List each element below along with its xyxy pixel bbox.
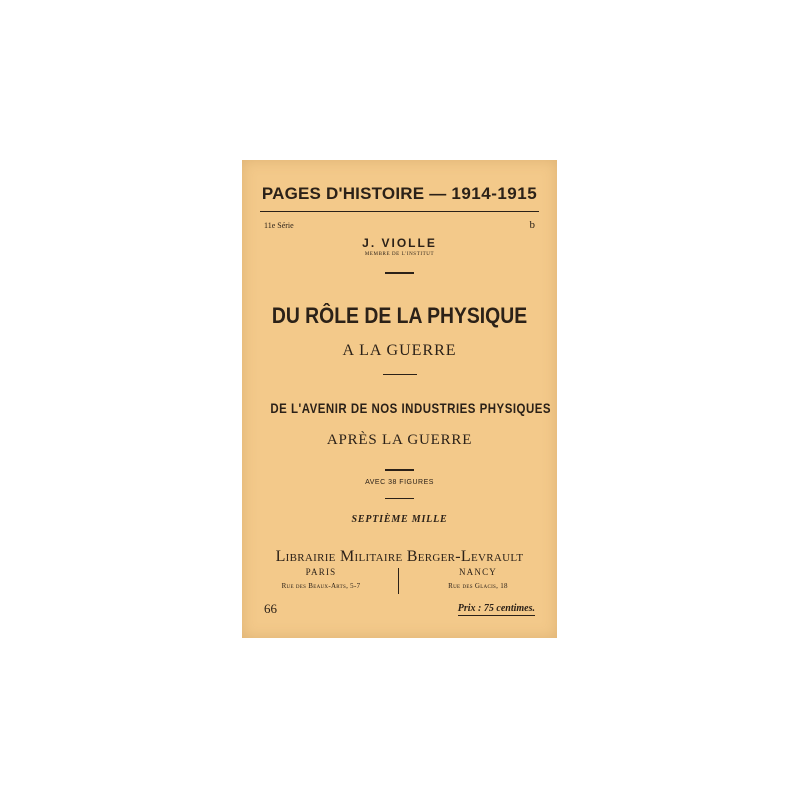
title-main: DU RÔLE DE LA PHYSIQUE bbox=[271, 303, 528, 328]
series-years: 1914-1915 bbox=[451, 184, 538, 203]
publisher-nancy bbox=[403, 567, 553, 590]
second-title-sub: APRÈS LA GUERRE bbox=[326, 432, 473, 448]
cover-header bbox=[242, 184, 557, 204]
city-paris: PARIS bbox=[305, 567, 337, 577]
street-paris: Rue des Beaux-Arts, 5-7 bbox=[281, 582, 361, 590]
header-dash: — bbox=[429, 184, 447, 203]
title-sub: A LA GUERRE bbox=[342, 342, 457, 359]
series-mark: b bbox=[529, 219, 535, 231]
series-title: PAGES D'HISTOIRE bbox=[261, 184, 425, 203]
street-nancy: Rue des Glacis, 18 bbox=[448, 582, 508, 590]
divider-2 bbox=[383, 374, 417, 375]
second-title-main: DE L'AVENIR DE NOS INDUSTRIES PHYSIQUES bbox=[270, 400, 552, 416]
city-nancy: NANCY bbox=[458, 567, 497, 577]
address-separator bbox=[398, 568, 399, 594]
series-label: 11e Série bbox=[264, 221, 294, 230]
publisher-name: Librairie Militaire Berger-Levrault bbox=[275, 548, 524, 565]
publisher-paris bbox=[246, 567, 396, 590]
edition-note: SEPTIÈME MILLE bbox=[351, 514, 448, 525]
price-label: Prix : 75 centimes. bbox=[457, 603, 535, 614]
book-cover bbox=[242, 160, 557, 638]
figures-note: AVEC 38 FIGURES bbox=[365, 479, 434, 486]
divider-3 bbox=[385, 469, 414, 471]
author-name: J. VIOLLE bbox=[362, 236, 437, 250]
divider-4 bbox=[385, 498, 414, 499]
header-rule bbox=[260, 211, 539, 212]
divider-1 bbox=[385, 272, 414, 274]
author-role: MEMBRE DE L'INSTITUT bbox=[364, 252, 435, 257]
volume-number: 66 bbox=[264, 601, 277, 616]
